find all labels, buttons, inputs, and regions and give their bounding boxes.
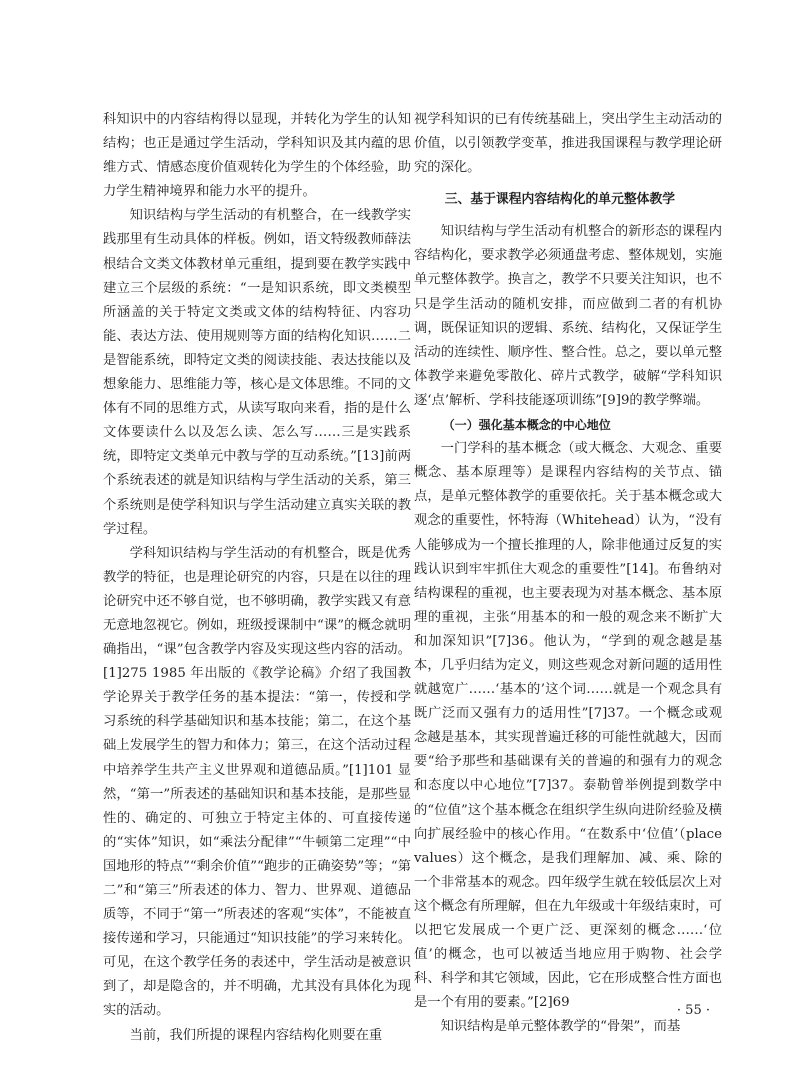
page-number: · 55 ·	[676, 1003, 710, 1018]
section-heading: 三、基于课程内容结构化的单元整体教学	[444, 192, 676, 208]
body-paragraph: 知识结构与学生活动的有机整合，在一线教学实践那里有生动具体的样板。例如，语文特级教师薛法根结合文类文体教材单元重组，提到要在教学实践中建立三个层级的系统：“一是知识系统，即文类模型所涵盖的关于特定文类或文体的结构特征、内容功能、表达方法、使用规则等方面的结构化知识……二是智能系统，即特定文类的阅读技能、表达技能以及想象能力、思维能力等，核心是文体思维。不同的文体有不同的思维方式，从读写取向来看，指的是什么文体要读什么以及怎么读、怎么写……三是实践系统，即特定文类单元中教与学的互动系统。”[13]前两个系统表述的就是知识结构与学生活动的关系，第三个系统则是使学科知识与学生活动建立真实关联的教学过程。	[103, 208, 411, 537]
left-column	[103, 108, 411, 1048]
body-paragraph: 视学科知识的已有传统基础上，突出学生主动活动的价值，以引领教学变革，推进我国课程与教学理论研究的深化。	[414, 112, 722, 176]
body-paragraph: 科知识中的内容结构得以显现，并转化为学生的认知结构；也正是通过学生活动，学科知识及其内蕴的思维方式、情感态度价值观转化为学生的个体经验，助力学生精神境界和能力水平的提升。	[103, 112, 411, 200]
right-column	[414, 108, 722, 1039]
body-paragraph: 当前，我们所提的课程内容结构化则要在重	[129, 1027, 383, 1043]
body-paragraph: 知识结构与学生活动有机整合的新形态的课程内容结构化，要求教学必须通盘考虑、整体规划，实施单元整体教学。换言之，教学不只要关注知识，也不只是学生活动的随机安排，而应做到二者的有机协调，既保证知识的逻辑、系统、结构化，又保证学生活动的连续性、顺序性、整合性。总之，要以单元整体教学来避免零散化、碎片式教学，破解“学科知识逐‘点’解析、学科技能逐项训练”[9]9的教学弊端。	[414, 224, 722, 408]
subsection-heading: （一）强化基本概念的中心地位	[442, 418, 611, 433]
body-paragraph: 知识结构是单元整体教学的“骨架”，而基	[440, 1019, 681, 1035]
body-paragraph: 学科知识结构与学生活动的有机整合，既是优秀教学的特征，也是理论研究的内容，只是在以往的理论研究中还不够自觉，也不够明确，教学实践又有意无意地忽视它。例如，班级授课制中“课”的概念就明确指出，“课”包含教学内容及实现这些内容的活动。[1]275 1985 年出版的《教学论稿》介绍了我国教学论界关于教学任务的基本提法：“第一，传授和学习系统的科学基础知识和基本技能；第二，在这个基础上发展学生的智力和体力；第三，在这个活动过程中培养学生共产主义世界观和道德品质。”[1]101 显然，“第一”所表述的基础知识和基本技能，是那些显性的、确定的、可独立于特定主体的、可直接传递的“实体”知识，如“乘法分配律”“牛顿第二定理”“中国地形的特点”“剩余价值”“跑步的正确姿势”等；“第二”和“第三”所表述的体力、智力、世界观、道德品质等，不同于“第一”所表述的客观“实体”，不能被直接传递和学习，只能通过“知识技能”的学习来转化。可见，在这个教学任务的表述中，学生活动是被意识到了，却是隐含的，并不明确，尤其没有具体化为现实的活动。	[103, 545, 411, 1019]
body-paragraph: 一门学科的基本概念（或大概念、大观念、重要概念、基本原理等）是课程内容结构的关节点、锚点，是单元整体教学的重要依托。关于基本概念或大观念的重要性，怀特海（Whitehead）认为，“没有人能够成为一个擅长推理的人，除非他通过反复的实践认识到牢牢抓住大观念的重要性”[14]。布鲁纳对结构课程的重视，也主要表现为对基本概念、基本原理的重视，主张“用基本的和一般的观念来不断扩大和加深知识”[7]36。他认为，“学到的观念越是基本，几乎归结为定义，则这些观念对新问题的适用性就越宽广……‘基本的’这个词……就是一个观念具有既广泛而又强有力的适用性”[7]37。一个概念或观念越是基本，其实现普遍迁移的可能性就越大，因而要“给予那些和基础课有关的普遍的和强有力的观念和态度以中心地位”[7]37。泰勒曾举例提到数学中的“位值”这个基本概念在组织学生纵向进阶经验及横向扩展经验中的核心作用。“在数系中‘位值’（place values）这个概念，是我们理解加、减、乘、除的一个非常基本的观念。四年级学生就在较低层次上对这个概念有所理解，但在九年级或十年级结束时，可以把它发展成一个更广泛、更深刻的概念……‘位值’的概念，也可以被适当地应用于购物、社会学科、科学和其它领域，因此，它在形成整合性方面也是一个有用的要素。”[2]69	[414, 441, 722, 1011]
